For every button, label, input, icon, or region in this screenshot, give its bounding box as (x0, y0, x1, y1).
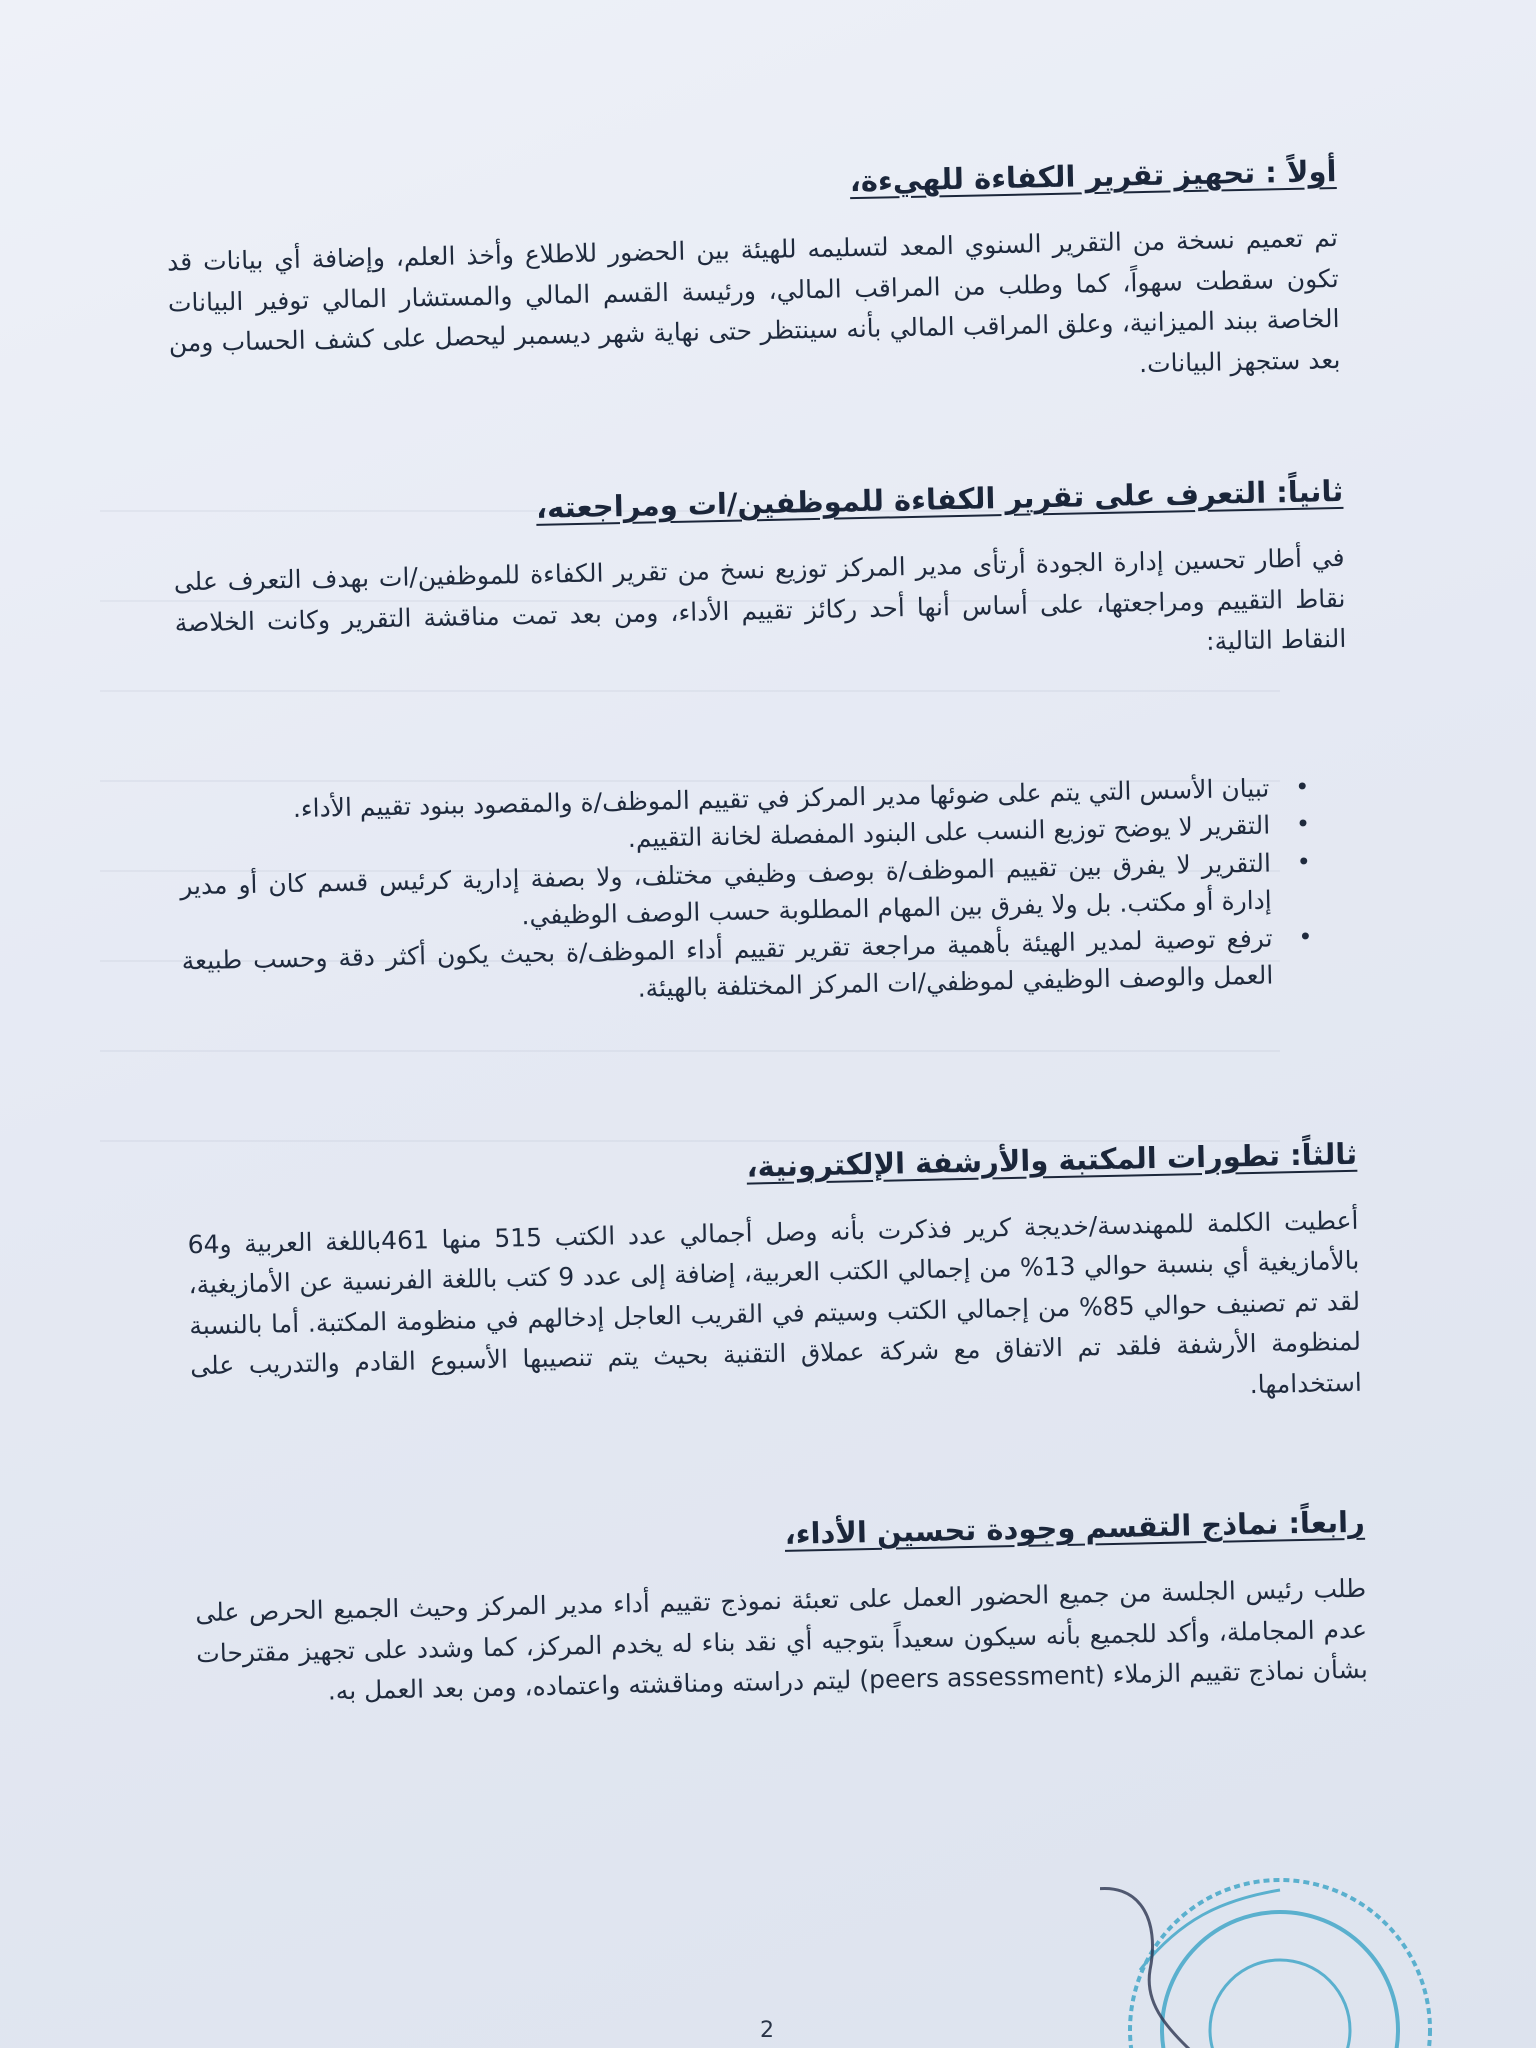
bullet-icon: • (1294, 772, 1310, 801)
section-title-fourth: رابعاً: نماذج التقسم وجودة تحسين الأداء، (784, 1504, 1366, 1551)
section-title-third: ثالثاً: تطورات المكتبة والأرشفة الإلكترونية، (746, 1136, 1358, 1184)
list-item-text: التقرير لا يفرق بين تقييم الموظف/ة بوصف وظيفي مختلف، ولا بصفة إدارية كرئيس قسم كان أو مدير إدارة أو مكتب. بل ولا يفرق بين المهام المطلوبة حسب الوصف الوظيفي. (179, 848, 1272, 931)
discussion-points-list (178, 767, 1353, 1016)
official-round-stamp-icon (1100, 1830, 1460, 2048)
section-paragraph-second: في أطار تحسين إدارة الجودة أرتأى مدير المركز توزيع نسخ من تقرير الكفاءة للموظفين/ات بهدف التعرف على نقاط التقييم ومراجعتها، على أساس أنها أحد ركائز تقييم الأداء، ومن بعد تمت مناقشة التقرير وكانت الخلاصة النقاط التالية: (173, 543, 1347, 656)
document-body (165, 150, 1368, 1715)
bullet-icon: • (1295, 809, 1311, 839)
section-third (186, 1132, 1362, 1427)
bullet-icon: • (1298, 922, 1313, 951)
section-paragraph-third: أعطيت الكلمة للمهندسة/خديجة كرير فذكرت بأنه وصل أجمالي عدد الكتب 515 منها 461باللغة العربية و64 بالأمازيغية أي بنسبة حوالي 13% من إجمالي الكتب العربية، إضافة إلى عدد 9 كتب باللغة الفرنسية عن الأمازيغية، لقد تم تصنيف حوالي 85% من إجمالي الكتب وسيتم في القريب العاجل إدخالهم في منظومة المكتبة. أما بالنسبة لمنظومة الأرشفة فلقد تم الاتفاق مع شركة عملاق التقنية بحيث يتم تنصيبها الأسبوع القادم والتدريب على استخدامها. (187, 1205, 1363, 1399)
list-item-text: التقرير لا يوضح توزيع النسب على البنود المفصلة لخانة التقييم. (627, 810, 1271, 854)
list-item-text: تبيان الأسس التي يتم على ضوئها مدير المركز في تقييم الموظف/ة والمقصود ببنود تقييم الأداء. (292, 773, 1270, 823)
bullet-icon: • (1296, 847, 1312, 876)
page-number: 2 (760, 2018, 774, 2043)
section-second (172, 470, 1354, 1017)
section-paragraph-fourth: طلب رئيس الجلسة من جميع الحضور العمل على تعبئة نموذج تقييم أداء مدير المركز وحيث الجميع الحرص على عدم المجاملة، وأكد للجميع بأنه سيكون سعيداً بتوجيه أي نقد بناء له يخدم المركز، كما وشدد على تجهيز مقترحات بشأن نماذج تقييم الزملاء (peers assessment) ليتم دراسته ومناقشته واعتماده، ومن بعد العمل به. (195, 1573, 1369, 1706)
section-title-second: ثانياً: التعرف على تقرير الكفاءة للموظفين/ات ومراجعته، (535, 473, 1344, 525)
section-title-first: أولاً : تحهيز تقرير الكفاءة للهيءة، (849, 153, 1337, 199)
section-fourth (194, 1501, 1369, 1715)
list-item-text: ترفع توصية لمدير الهيئة بأهمية مراجعة تقرير تقييم أداء الموظف/ة بحيث يكون أكثر دقة وحسب طبيعة العمل والوصف الوظيفي لموظفي/ات المركز المختلفة بالهيئة. (181, 923, 1274, 1003)
section-paragraph-first: تم تعميم نسخة من التقرير السنوي المعد لتسليمه للهيئة بين الحضور للاطلاع وأخذ العلم، وإضافة أي بيانات قد تكون سقطت سهواً، كما وطلب من المراقب المالي، ورئيسة القسم المالي والمستشار المالي توفير البيانات الخاصة ببند الميزانية، وعلق المراقب المالي بأنه سينتظر حتى نهاية شهر ديسمبر ليحصل على كشف الحساب ومن بعد ستجهز البيانات. (166, 223, 1341, 378)
section-first (165, 150, 1341, 405)
